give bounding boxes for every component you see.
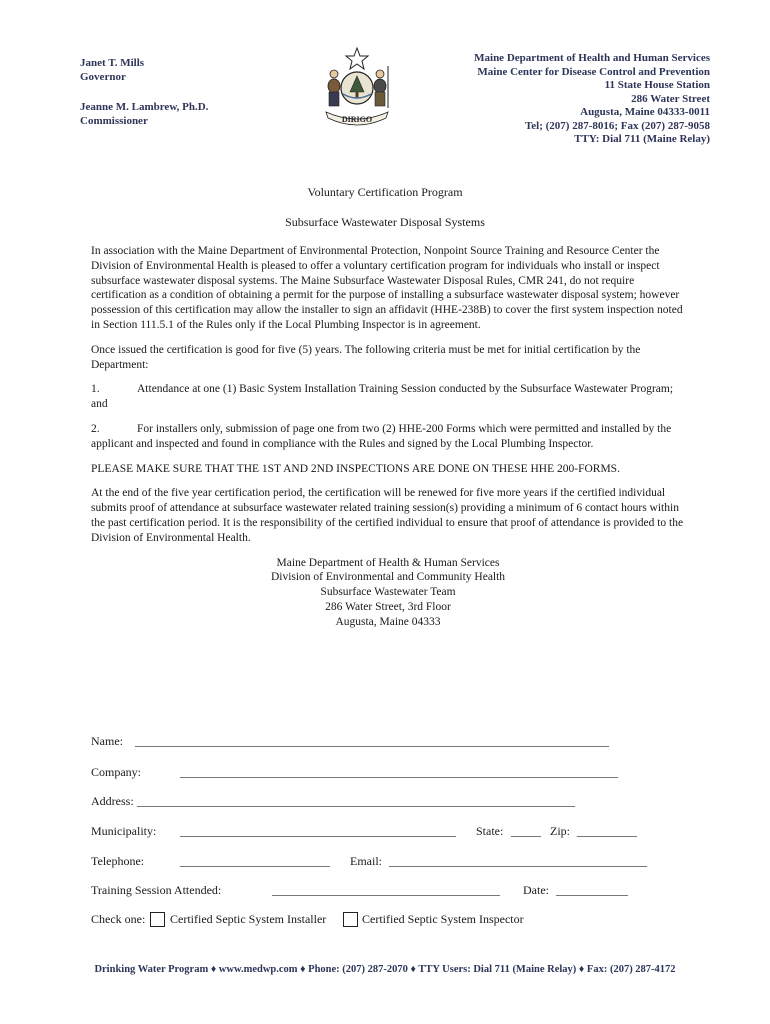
document-title: Voluntary Certification Program (307, 185, 463, 199)
footer-program: Drinking Water Program (94, 964, 209, 975)
zip-label: Zip: (550, 824, 570, 838)
date-field[interactable]: ____________ (556, 883, 628, 897)
notice-paragraph: PLEASE MAKE SURE THAT THE 1ST AND 2ND INSPECTIONS ARE DONE ON THESE HHE 200-FORMS. (91, 462, 620, 475)
address-line-3: Subsurface Wastewater Team (320, 586, 456, 599)
address-line-5: Augusta, Maine 04333 (335, 615, 441, 628)
state-seal-icon (312, 46, 402, 132)
address-line-2: Division of Environmental and Community Health (270, 571, 506, 584)
governor-title: Governor (80, 71, 126, 83)
inspector-option-label: Certified Septic System Inspector (362, 912, 524, 926)
address-label: Address: (91, 794, 134, 808)
commissioner-name: Jeanne M. Lambrew, Ph.D. (80, 101, 209, 113)
footer-tty: TTY Users: Dial 711 (Maine Relay) (418, 964, 577, 975)
email-field[interactable]: ___________________________________________ (389, 854, 647, 868)
company-label: Company: (91, 765, 141, 779)
telephone-label: Telephone: (91, 854, 145, 868)
municipality-label: Municipality: (91, 824, 157, 838)
check-label: Check one: (91, 912, 146, 926)
footer-website-link[interactable]: www.medwp.com (218, 964, 298, 975)
municipality-field[interactable]: ______________________________________________ (180, 824, 456, 838)
document-subtitle: Subsurface Wastewater Disposal Systems (285, 215, 485, 229)
telephone-field[interactable]: _________________________ (180, 854, 330, 868)
diamond-separator-icon: ♦ (410, 964, 416, 975)
zip-field[interactable]: __________ (577, 824, 637, 838)
dept-line-3: 11 State House Station (604, 79, 710, 91)
company-field[interactable]: _________________________________________________________________________ (180, 765, 618, 779)
page-footer (0, 964, 770, 975)
criteria-text: Attendance at one (1) Basic System Installation Training Session conducted by the Subsurface Wastewater Program; and (91, 383, 674, 411)
renewal-paragraph: At the end of the five year certification period, the certification will be renewed for five more years if the certified individual submits proof of attendance at subsurface wastewater related training session(s) providing a minimum of 6 contact hours within the past certification period. It is the responsibility of the certified individual to ensure that proof of attendance is provided to the Division of Environmental Health. (91, 487, 684, 544)
diamond-separator-icon: ♦ (300, 964, 306, 975)
document-body (91, 244, 685, 630)
installer-checkbox[interactable] (150, 912, 165, 927)
diamond-separator-icon: ♦ (578, 964, 585, 975)
dept-line-4: 286 Water Street (631, 92, 710, 105)
diamond-separator-icon: ♦ (210, 964, 217, 975)
officials-block (80, 56, 280, 128)
address-line-4: 286 Water Street, 3rd Floor (325, 600, 451, 613)
date-label: Date: (523, 883, 549, 897)
footer-fax: Fax: (207) 287-4172 (586, 964, 676, 975)
dept-line-1: Maine Department of Health and Human Services (474, 52, 710, 64)
seal-motto: DIRIGO (341, 115, 373, 124)
address-field[interactable]: _________________________________________________________________________ (137, 794, 575, 808)
intro-paragraph: In association with the Maine Department of Environmental Protection, Nonpoint Source Training and Resource Center the Division of Environmental Health is pleased to offer a voluntary certification program for individuals who install or inspect subsurface wastewater disposal systems. The Maine Subsurface Wastewater Disposal Rules, CMR 241, do not require certification as a condition of obtaining a permit for the purpose of installing a subsurface wastewater disposal system; however possession of this certification may allow the installer to sign an affidavit (HHE-238B) to cover the first system inspection noted in Section 111.5.1 of the Rules only if the Local Plumbing Inspector is in agreement. (91, 245, 683, 331)
name-field[interactable]: _______________________________________________________________________________ (135, 734, 609, 748)
dept-line-7: TTY: Dial 711 (Maine Relay) (574, 133, 710, 145)
dept-line-6: Tel; (207) 287-8016; Fax (207) 287-9058 (524, 119, 710, 132)
dept-line-5: Augusta, Maine 04333-0011 (580, 106, 710, 118)
criteria-number: 1. (91, 383, 100, 396)
training-label: Training Session Attended: (91, 883, 222, 897)
installer-option-label: Certified Septic System Installer (170, 912, 327, 926)
governor-name: Janet T. Mills (80, 57, 145, 69)
training-field[interactable]: ______________________________________ (272, 883, 500, 897)
criteria-item-2 (91, 422, 685, 452)
validity-paragraph: Once issued the certification is good for five (5) years. The following criteria must be met for initial certification by the Department: (91, 343, 641, 371)
criteria-text: For installers only, submission of page one from two (2) HHE-200 Forms which were permitted and installed by the applicant and inspected and found in compliance with the Rules and signed by the Local Plumbing Inspector. (91, 422, 672, 450)
mailing-address (91, 556, 685, 630)
commissioner-title: Commissioner (80, 115, 148, 127)
footer-phone: Phone: (207) 287-2070 (308, 964, 408, 975)
name-label: Name: (91, 734, 123, 748)
address-line-1: Maine Department of Health & Human Services (276, 556, 500, 569)
state-field[interactable]: _____ (511, 824, 541, 838)
state-label: State: (476, 824, 504, 838)
department-address-block (410, 52, 710, 147)
dept-line-2: Maine Center for Disease Control and Prevention (477, 65, 710, 78)
criteria-number: 2. (91, 422, 100, 435)
criteria-item-1 (91, 382, 685, 412)
inspector-checkbox[interactable] (343, 912, 358, 927)
email-label: Email: (350, 854, 382, 868)
